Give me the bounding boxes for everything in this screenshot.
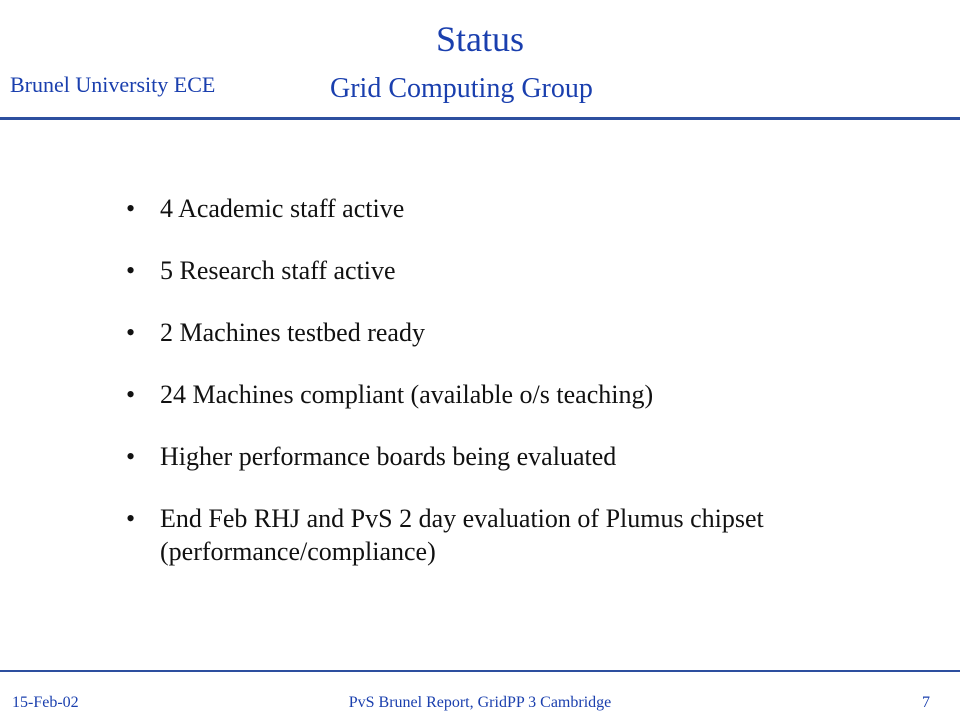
header-divider [0,117,960,120]
bullet-item [126,378,826,411]
page-number: 7 [922,694,930,711]
bullet-item [126,440,826,473]
bullet-icon: • [126,256,136,285]
bullet-text: End Feb RHJ and PvS 2 day evaluation of Plumus chipset (performance/compliance) [160,504,764,566]
bullet-item [126,254,826,287]
bullet-text: 5 Research staff active [160,256,396,285]
bullet-item [126,316,826,349]
bullet-icon: • [126,380,136,409]
footer-divider [0,670,960,672]
slide-title: Status [435,19,524,59]
bullet-item [126,502,826,568]
bullet-icon: • [126,504,136,533]
footer-presentation-title: PvS Brunel Report, GridPP 3 Cambridge [348,694,612,711]
bullet-icon: • [126,318,136,347]
bullet-text: 24 Machines compliant (available o/s teaching) [160,380,654,409]
organization-label: Brunel University ECE [10,72,216,97]
footer-date: 15-Feb-02 [12,694,79,711]
bullet-text: 2 Machines testbed ready [160,318,425,347]
bullet-list [126,192,826,597]
bullet-icon: • [126,442,136,471]
bullet-text: 4 Academic staff active [160,194,405,223]
slide-subtitle: Grid Computing Group [330,73,593,104]
bullet-icon: • [126,194,136,223]
bullet-text: Higher performance boards being evaluated [160,442,617,471]
bullet-item [126,192,826,225]
